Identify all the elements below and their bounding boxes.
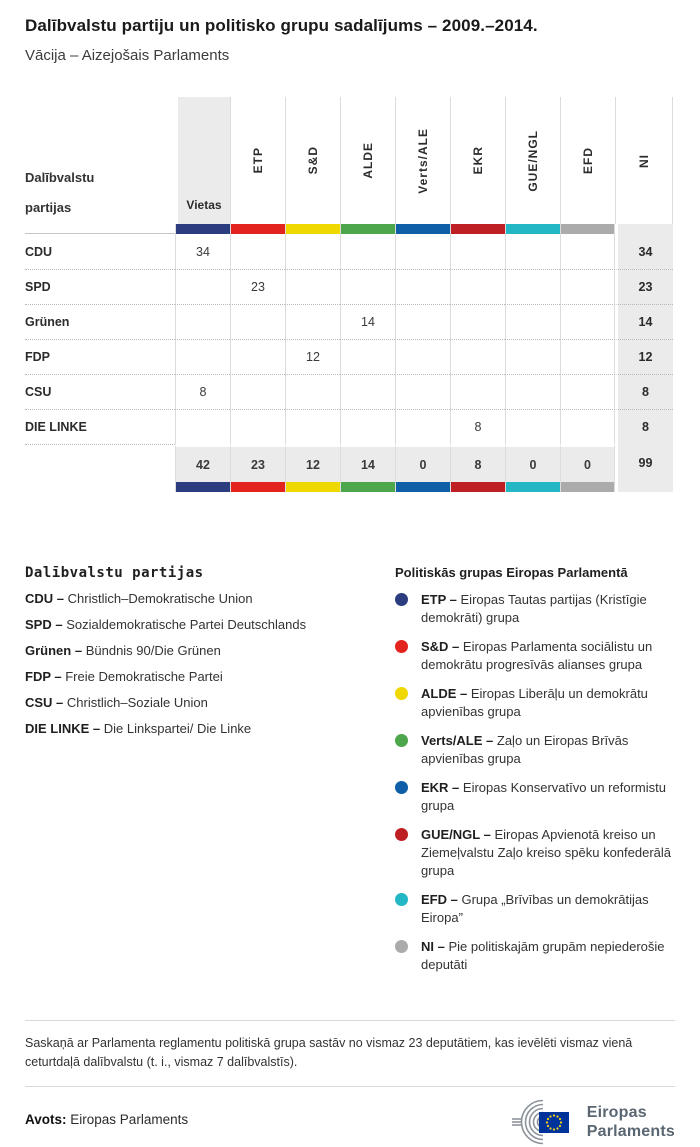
group-name: Pie politiskajām grupām nepiederošie deputāti: [421, 939, 665, 972]
group-legend-heading: Politiskās grupas Eiropas Parlamentā: [395, 565, 628, 580]
group-description: [421, 732, 675, 768]
cell-Grünen-ETP: [175, 304, 230, 339]
party-name: Sozialdemokratische Partei Deutschlands: [66, 617, 307, 632]
total-seats: 99: [615, 444, 673, 482]
cell-CSU-GUE/NGL: [450, 374, 505, 409]
group-color-dot-icon: [395, 781, 408, 794]
group-abbr: NI –: [421, 939, 445, 954]
cell-CDU-ETP: 34: [175, 234, 230, 269]
cell-CSU-NI: [560, 374, 615, 409]
cell-SPD-S&D: 23: [230, 269, 285, 304]
total-EFD: 0: [505, 444, 560, 482]
group-abbr: ETP –: [421, 592, 457, 607]
group-description: [421, 591, 675, 627]
group-color-bar: [285, 224, 340, 234]
group-abbr: Verts/ALE –: [421, 733, 494, 748]
cell-Grünen-ALDE: [285, 304, 340, 339]
seats-CSU: 8: [615, 374, 673, 409]
total-ALDE: 12: [285, 444, 340, 482]
group-name: Eiropas Parlamenta sociālistu un demokrātu progresīvās alianses grupa: [421, 639, 653, 672]
seats-FDP: 12: [615, 339, 673, 374]
column-header-Verts/ALE: Verts/ALE: [395, 97, 450, 224]
column-header-S&D: S&D: [285, 97, 340, 224]
cell-CSU-ALDE: [285, 374, 340, 409]
group-color-dot-icon: [395, 640, 408, 653]
party-legend-item: [25, 694, 395, 711]
seats-table: [25, 97, 673, 495]
group-color-bar-bottom: [450, 482, 505, 492]
party-legend-item: [25, 642, 395, 659]
row-label: CSU: [25, 374, 175, 409]
cell-CDU-GUE/NGL: [450, 234, 505, 269]
group-legend-item: [395, 685, 675, 721]
row-label: FDP: [25, 339, 175, 374]
column-header-seats: Vietas: [175, 97, 230, 224]
group-name: Eiropas Apvienotā kreiso un Ziemeļvalstu Zaļo kreiso spēku konfederālā grupa: [421, 827, 672, 878]
group-description: [421, 685, 675, 721]
cell-Grünen-GUE/NGL: [450, 304, 505, 339]
cell-DIE LINKE-NI: [560, 409, 615, 444]
source-value: Eiropas Parlaments: [70, 1111, 189, 1127]
cell-CSU-EKR: [395, 374, 450, 409]
table-corner-header: [25, 97, 175, 234]
cell-CDU-Verts/ALE: [340, 234, 395, 269]
group-color-bar-bottom: [505, 482, 560, 492]
total-NI: 0: [560, 444, 615, 482]
cell-CDU-EKR: [395, 234, 450, 269]
seats-column-bg: [615, 224, 673, 234]
party-name: Freie Demokratische Partei: [65, 669, 223, 684]
cell-FDP-EKR: [395, 339, 450, 374]
group-color-bar-bottom: [395, 482, 450, 492]
party-abbr: Grünen –: [25, 643, 83, 658]
group-description: [421, 638, 675, 674]
cell-DIE LINKE-Verts/ALE: [340, 409, 395, 444]
group-color-bar-bottom: [560, 482, 615, 492]
cell-FDP-S&D: [230, 339, 285, 374]
group-abbr: S&D –: [421, 639, 460, 654]
group-color-dot-icon: [395, 734, 408, 747]
cell-SPD-NI: [560, 269, 615, 304]
cell-Grünen-EFD: [505, 304, 560, 339]
cell-FDP-GUE/NGL: [450, 339, 505, 374]
cell-SPD-GUE/NGL: [450, 269, 505, 304]
group-legend-item: [395, 891, 675, 927]
group-color-bar: [340, 224, 395, 234]
party-abbr: CDU –: [25, 591, 65, 606]
seats-CDU: 34: [615, 234, 673, 269]
cell-FDP-ALDE: 12: [285, 339, 340, 374]
cell-CDU-EFD: [505, 234, 560, 269]
logo-line1: Eiropas: [586, 1104, 647, 1121]
cell-SPD-EKR: [395, 269, 450, 304]
party-name: Christlich–Demokratische Union: [67, 591, 253, 606]
cell-FDP-NI: [560, 339, 615, 374]
row-label: Grünen: [25, 304, 175, 339]
group-name: Eiropas Konservatīvo un reformistu grupa: [421, 780, 666, 813]
total-GUE/NGL: 8: [450, 444, 505, 482]
column-header-ALDE: ALDE: [340, 97, 395, 224]
cell-Grünen-S&D: [230, 304, 285, 339]
cell-FDP-ETP: [175, 339, 230, 374]
group-color-bar-bottom: [230, 482, 285, 492]
row-label: DIE LINKE: [25, 409, 175, 444]
cell-FDP-Verts/ALE: [340, 339, 395, 374]
total-EKR: 0: [395, 444, 450, 482]
party-abbr: DIE LINKE –: [25, 721, 101, 736]
cell-CDU-S&D: [230, 234, 285, 269]
cell-CSU-ETP: 8: [175, 374, 230, 409]
party-abbr: FDP –: [25, 669, 62, 684]
party-abbr: CSU –: [25, 695, 64, 710]
european-parliament-logo: [499, 1097, 675, 1147]
group-description: [421, 779, 675, 815]
cell-DIE LINKE-EFD: [505, 409, 560, 444]
group-description: [421, 938, 675, 974]
cell-CDU-NI: [560, 234, 615, 269]
group-legend-item: [395, 826, 675, 880]
party-name: Christlich–Soziale Union: [66, 695, 208, 710]
group-legend-item: [395, 732, 675, 768]
logo-wordmark: [587, 1103, 675, 1141]
cell-DIE LINKE-S&D: [230, 409, 285, 444]
group-color-bar: [450, 224, 505, 234]
cell-Grünen-Verts/ALE: 14: [340, 304, 395, 339]
group-name: Grupa „Brīvības un demokrātijas Eiropa”: [421, 892, 649, 925]
group-abbr: GUE/NGL –: [421, 827, 491, 842]
source-label: Avots:: [25, 1111, 67, 1127]
seats-column-bg: [615, 482, 673, 492]
cell-SPD-EFD: [505, 269, 560, 304]
group-color-dot-icon: [395, 593, 408, 606]
page-title: Dalībvalstu partiju un politisko grupu sadalījums – 2009.–2014.: [25, 16, 538, 35]
group-legend: [395, 565, 675, 974]
group-color-bar-bottom: [340, 482, 395, 492]
total-ETP: 42: [175, 444, 230, 482]
logo-line2: Parlaments: [586, 1123, 675, 1140]
group-color-dot-icon: [395, 893, 408, 906]
footer: [25, 1097, 675, 1147]
cell-CDU-ALDE: [285, 234, 340, 269]
group-color-bar: [175, 224, 230, 234]
party-abbr: SPD –: [25, 617, 63, 632]
party-legend: [25, 565, 395, 974]
cell-Grünen-NI: [560, 304, 615, 339]
group-description: [421, 826, 675, 880]
column-header-EKR: EKR: [450, 97, 505, 224]
party-name: Die Linkspartei/ Die Linke: [103, 721, 252, 736]
group-legend-item: [395, 638, 675, 674]
party-name: Bündnis 90/Die Grünen: [85, 643, 221, 658]
party-legend-item: [25, 616, 395, 633]
group-color-dot-icon: [395, 828, 408, 841]
cell-SPD-ETP: [175, 269, 230, 304]
group-color-dot-icon: [395, 687, 408, 700]
group-name: Eiropas Tautas partijas (Kristīgie demokrāti) grupa: [421, 592, 647, 625]
cell-DIE LINKE-ALDE: [285, 409, 340, 444]
column-header-GUE/NGL: GUE/NGL: [505, 97, 560, 224]
party-legend-item: [25, 668, 395, 685]
group-color-bar: [230, 224, 285, 234]
cell-CSU-EFD: [505, 374, 560, 409]
cell-DIE LINKE-EKR: [395, 409, 450, 444]
seats-DIE LINKE: 8: [615, 409, 673, 444]
party-legend-heading: Dalībvalstu partijas: [25, 565, 204, 581]
group-color-bar: [505, 224, 560, 234]
party-legend-item: [25, 720, 395, 737]
group-abbr: ALDE –: [421, 686, 468, 701]
totals-row-label: [25, 444, 175, 482]
total-S&D: 23: [230, 444, 285, 482]
group-color-bar: [395, 224, 450, 234]
corner-label: Dalībvalstu partijas: [25, 170, 95, 215]
hemicycle-flag-icon: [499, 1097, 577, 1147]
cell-SPD-Verts/ALE: [340, 269, 395, 304]
row-label: SPD: [25, 269, 175, 304]
group-legend-item: [395, 591, 675, 627]
cell-DIE LINKE-GUE/NGL: 8: [450, 409, 505, 444]
cell-SPD-ALDE: [285, 269, 340, 304]
column-header-EFD: EFD: [560, 97, 615, 224]
column-header-NI: NI: [615, 97, 673, 224]
cell-DIE LINKE-ETP: [175, 409, 230, 444]
cell-CSU-S&D: [230, 374, 285, 409]
column-header-ETP: ETP: [230, 97, 285, 224]
seats-Grünen: 14: [615, 304, 673, 339]
total-Verts/ALE: 14: [340, 444, 395, 482]
party-legend-item: [25, 590, 395, 607]
group-color-bar-bottom: [285, 482, 340, 492]
group-color-bar-bottom: [175, 482, 230, 492]
group-color-dot-icon: [395, 940, 408, 953]
page-subtitle: Vācija – Aizejošais Parlaments: [25, 47, 230, 64]
cell-FDP-EFD: [505, 339, 560, 374]
footnote: Saskaņā ar Parlamenta reglamentu politiskā grupa sastāv no vismaz 23 deputātiem, kas ievēlēti vismaz vienā ceturtdaļā dalībvalstu (t. i., vismaz 7 dalībvalstīs).: [25, 1020, 675, 1087]
cell-CSU-Verts/ALE: [340, 374, 395, 409]
group-abbr: EFD –: [421, 892, 458, 907]
group-description: [421, 891, 675, 927]
group-name: Eiropas Liberāļu un demokrātu apvienības grupa: [421, 686, 648, 719]
group-abbr: EKR –: [421, 780, 460, 795]
legend-section: [25, 565, 675, 974]
group-legend-item: [395, 938, 675, 974]
cell-Grünen-EKR: [395, 304, 450, 339]
source-line: [25, 1112, 188, 1133]
group-color-bar: [560, 224, 615, 234]
row-label: CDU: [25, 244, 53, 259]
group-name: Zaļo un Eiropas Brīvās apvienības grupa: [421, 733, 629, 766]
group-legend-item: [395, 779, 675, 815]
seats-SPD: 23: [615, 269, 673, 304]
bottom-spacer: [25, 482, 175, 492]
